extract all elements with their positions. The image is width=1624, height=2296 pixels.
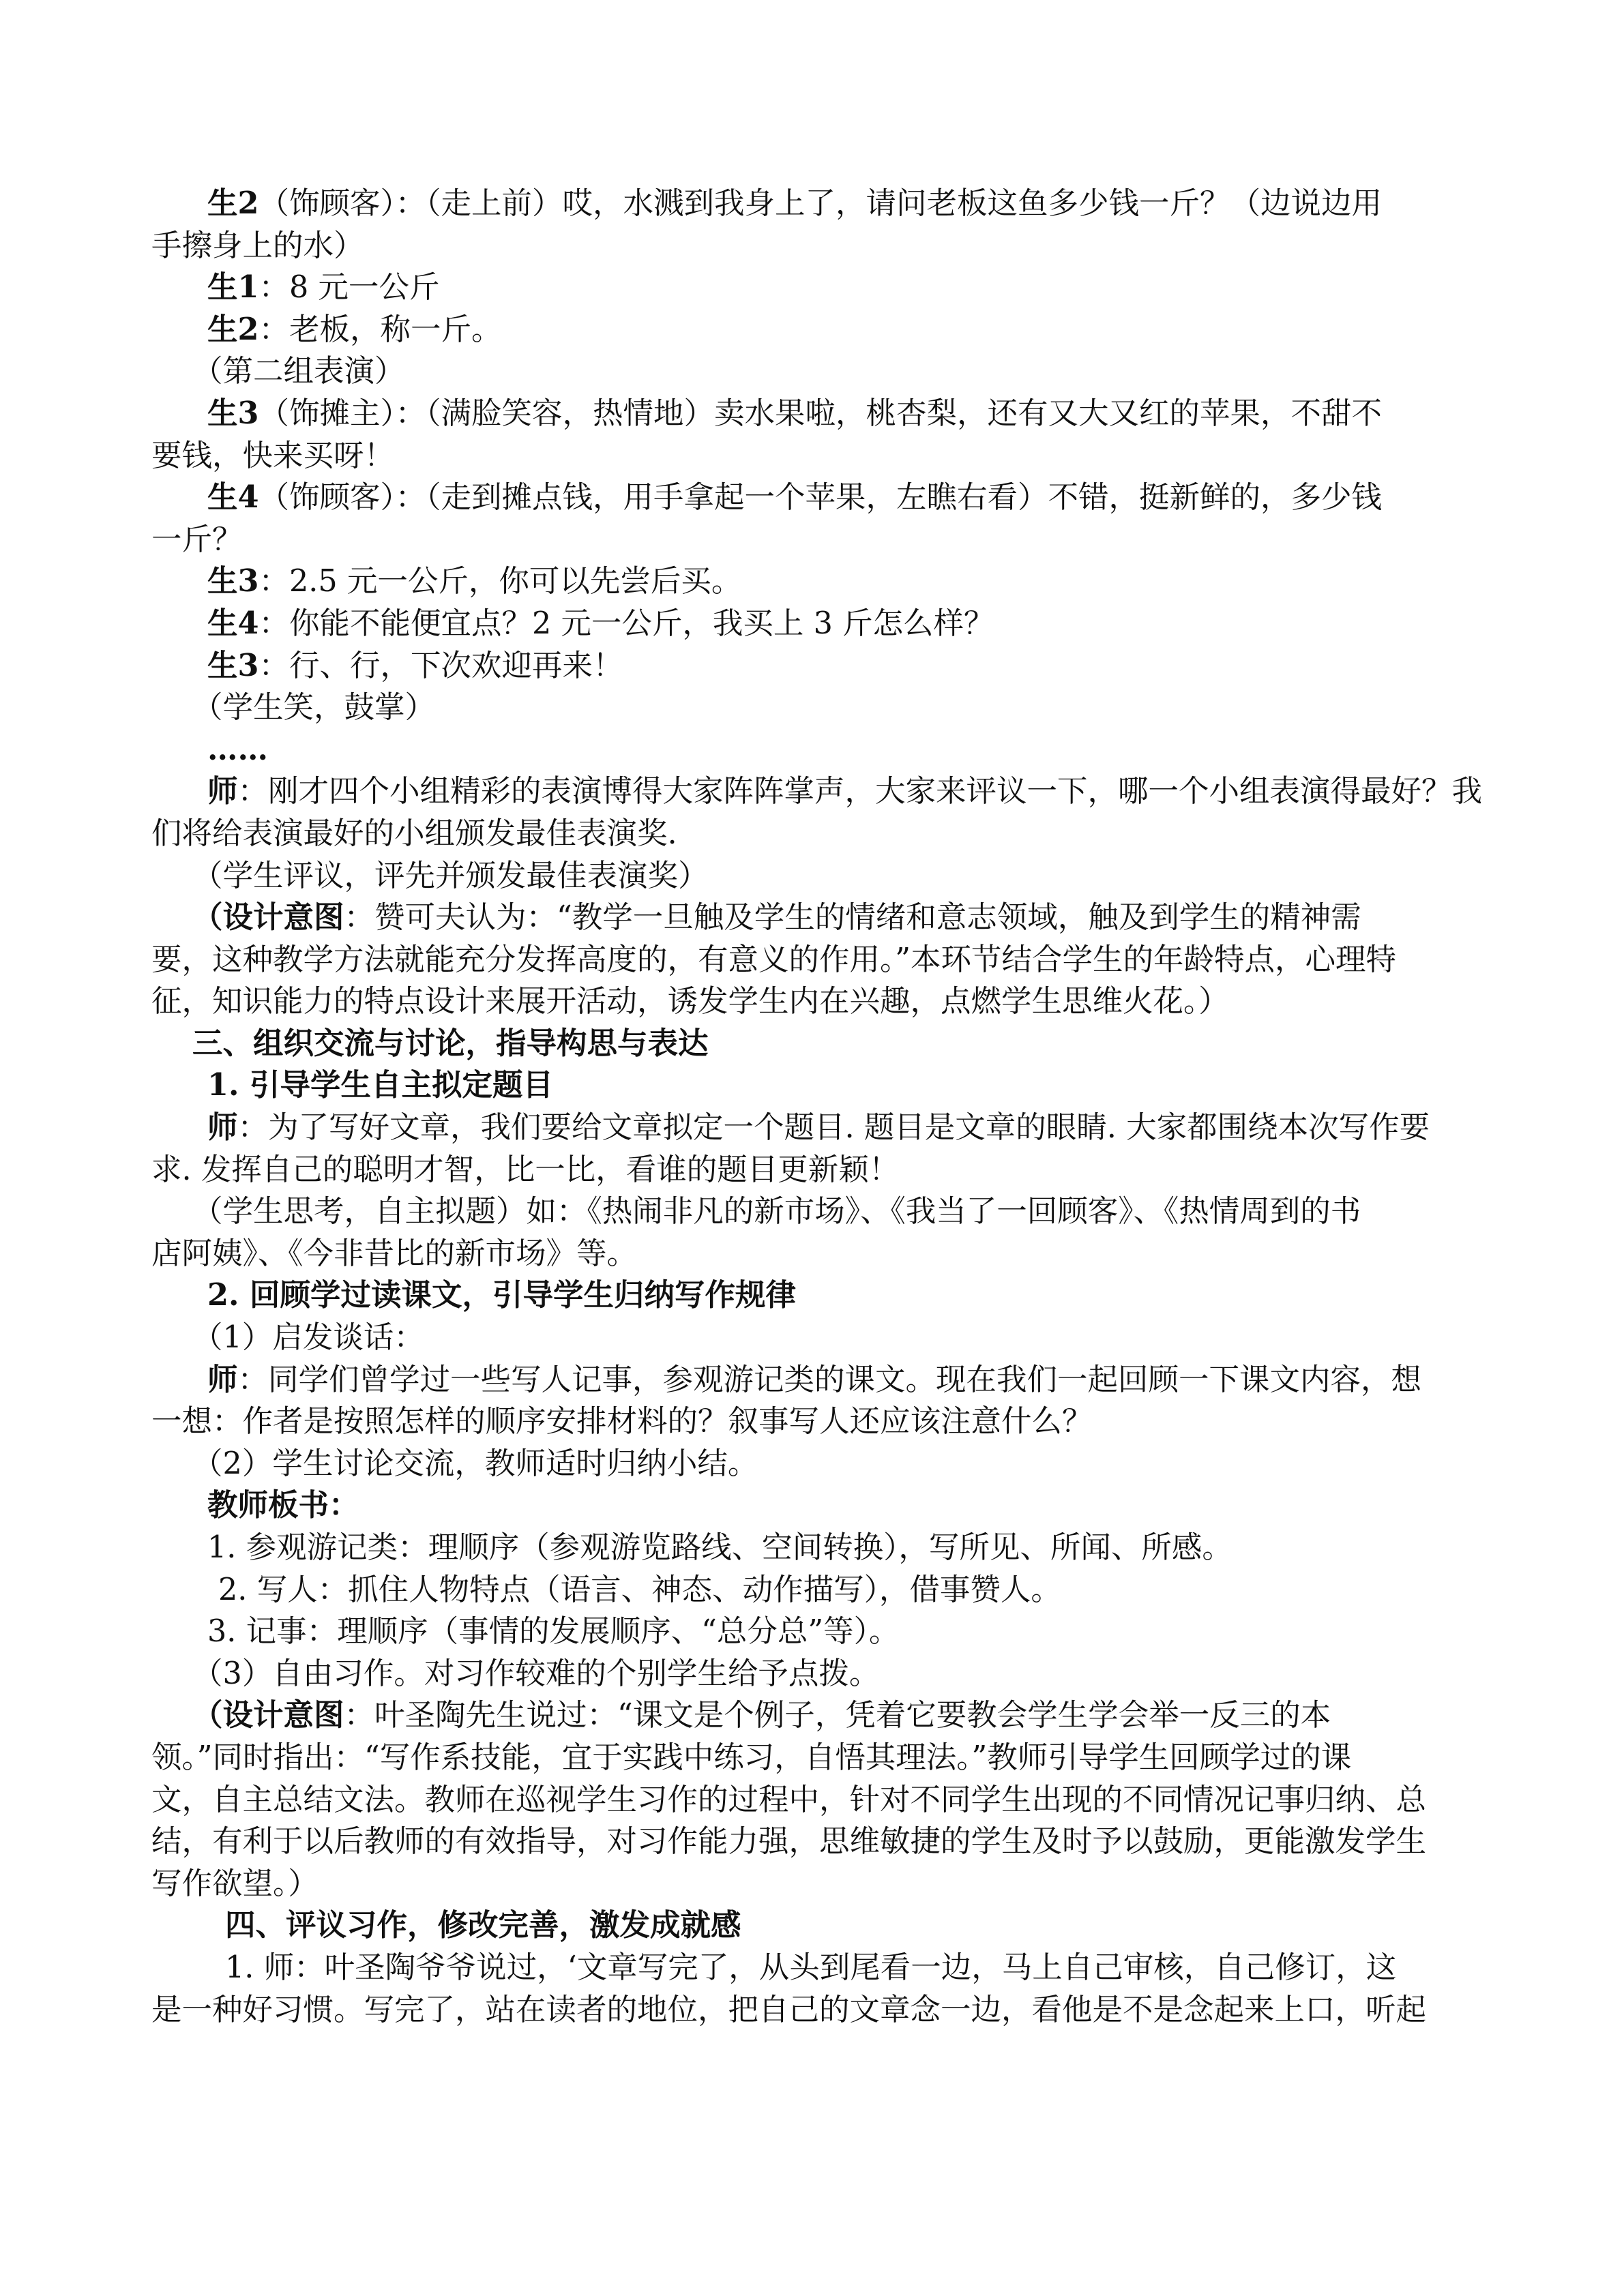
text-line: （设计意图：赞可夫认为：“教学一旦触及学生的情绪和意志领域，触及到学生的精神需	[192, 899, 1361, 936]
text-line: 1. 参观游记类：理顺序（参观游览路线、空间转换），写所见、所闻、所感。	[207, 1530, 1232, 1565]
subsection-heading: 1. 引导学生自主拟定题目	[207, 1067, 553, 1103]
text-line: 生3：行、行，下次欢迎再来！	[207, 647, 623, 683]
text-line: ……	[207, 731, 268, 767]
document-page	[151, 183, 1522, 2031]
text-line: （学生思考，自主拟题）如：《热闹非凡的新市场》、《我当了一回顾客》、《热情周到的书	[192, 1194, 1361, 1229]
text-line: 生3（饰摊主）：（满脸笑容，热情地）卖水果啦，桃杏梨，还有又大又红的苹果，不甜不	[207, 395, 1382, 431]
text-line: 师：同学们曾学过一些写人记事，参观游记类的课文。现在我们一起回顾一下课文内容，想	[207, 1361, 1422, 1397]
text-line: 师：刚才四个小组精彩的表演博得大家阵阵掌声，大家来评议一下，哪一个小组表演得最好？我	[207, 773, 1483, 809]
section-heading: 四、评议习作，修改完善，激发成就感	[225, 1907, 741, 1943]
text-line: （学生评议，评先并颁发最佳表演奖）	[192, 858, 709, 893]
text-line: 师：为了写好文章，我们要给文章拟定一个题目. 题目是文章的眼睛. 大家都围绕本次写作要	[207, 1109, 1430, 1146]
text-line: 生4（饰顾客）：（走到摊点钱，用手拿起一个苹果，左瞧右看）不错，挺新鲜的，多少钱	[207, 479, 1382, 516]
text-line: 是一种好习惯。写完了，站在读者的地位，把自己的文章念一边，看他是不是念起来上口，听起	[151, 1992, 1427, 2027]
text-line: 生2（饰顾客）：（走上前）哎，水溅到我身上了，请问老板这鱼多少钱一斤？（边说边用	[207, 185, 1382, 221]
text-line: 生4：你能不能便宜点？2 元一公斤，我买上 3 斤怎么样？	[207, 605, 994, 641]
text-line: 要钱，快来买呀！	[151, 438, 395, 473]
text-line: 文，自主总结文法。教师在巡视学生习作的过程中，针对不同学生出现的不同情况记事归纳、总	[151, 1782, 1427, 1817]
text-line: 要，这种教学方法就能充分发挥高度的，有意义的作用。”本环节结合学生的年龄特点，心理特	[151, 942, 1397, 977]
text-line: 生2：老板，称一斤。	[207, 311, 502, 347]
text-line: 写作欲望。）	[151, 1866, 319, 1901]
text-line: （第二组表演）	[192, 354, 405, 389]
text-line: 结，有利于以后教师的有效指导，对习作能力强，思维敏捷的学生及时予以鼓励，更能激发学生	[151, 1824, 1427, 1860]
board-heading: 教师板书：	[207, 1487, 359, 1523]
text-line: 手擦身上的水）	[151, 228, 364, 263]
text-line: 3. 记事：理顺序（事情的发展顺序、“总分总”等）。	[207, 1614, 900, 1650]
text-line: （学生笑，鼓掌）	[192, 690, 436, 726]
subsection-heading: 2. 回顾学过读课文，引导学生归纳写作规律	[207, 1277, 796, 1313]
text-line: 求. 发挥自己的聪明才智，比一比，看谁的题目更新颖！	[151, 1152, 900, 1187]
text-line: 们将给表演最好的小组颁发最佳表演奖.	[151, 816, 677, 851]
text-line: 一想：作者是按照怎样的顺序安排材料的？叙事写人还应该注意什么？	[151, 1404, 1093, 1440]
text-line: 生1：8 元一公斤	[207, 269, 440, 305]
text-line: 1. 师：叶圣陶爷爷说过，‘文章写完了，从头到尾看一边，马上自己审核，自己修订，这	[225, 1950, 1397, 1985]
text-line: 征，知识能力的特点设计来展开活动，诱发学生内在兴趣，点燃学生思维火花。）	[151, 984, 1229, 1019]
text-line: 2. 写人：抓住人物特点（语言、神态、动作描写），借事赞人。	[218, 1572, 1061, 1607]
text-line: 生3：2.5 元一公斤，你可以先尝后买。	[207, 563, 742, 599]
text-line: （设计意图：叶圣陶先生说过：“课文是个例子，凭着它要教会学生学会举一反三的本	[192, 1697, 1331, 1733]
text-line: （3）自由习作。对习作较难的个别学生给予点拨。	[192, 1656, 880, 1691]
section-heading: 三、组织交流与讨论，指导构思与表达	[192, 1025, 709, 1061]
text-line: （2）学生讨论交流，教师适时归纳小结。	[192, 1446, 758, 1481]
text-line: （1）启发谈话：	[192, 1320, 424, 1356]
text-line: 一斤？	[151, 522, 243, 557]
text-line: 领。”同时指出：“写作系技能，宜于实践中练习，自悟其理法。”教师引导学生回顾学过的课	[151, 1740, 1352, 1775]
text-line: 店阿姨》、《今非昔比的新市场》等。	[151, 1236, 638, 1271]
